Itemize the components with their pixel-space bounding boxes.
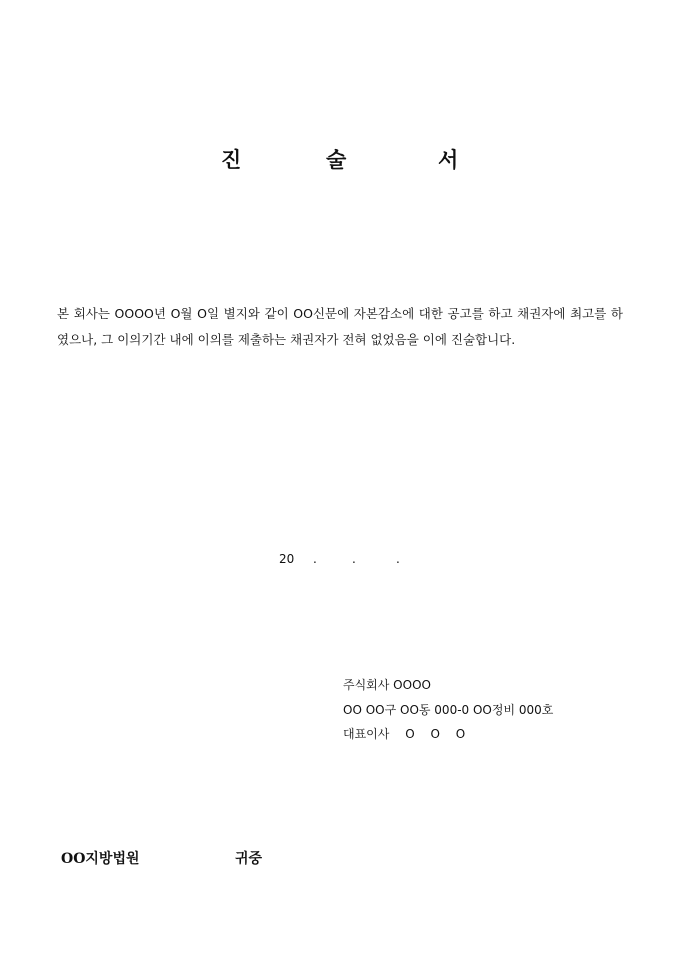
representative-name-mark-3: O — [455, 727, 466, 741]
company-name: 주식회사 OOOO — [343, 678, 431, 692]
date-line — [0, 552, 680, 570]
company-address: OO OO구 OO동 000-0 OO정비 000호 — [343, 702, 554, 717]
title-char-3: 서 — [438, 147, 459, 172]
document-title — [0, 146, 680, 178]
representative-label: 대표이사 — [343, 727, 390, 741]
title-char-2: 술 — [326, 147, 347, 172]
representative-name-mark-2: O — [430, 727, 440, 741]
statement-body: 본 회사는 OOOO년 O월 O일 별지와 같이 OO신문에 자본감소에 대한 공고를 하고 채권자에 최고를 하였으나, 그 이의기간 내에 이의를 제출하는 채권자가 전혀 없었음을 이에 진술합니다. — [57, 306, 623, 347]
representative-name-mark-1: O — [405, 727, 415, 741]
date-separator-2: . — [352, 552, 356, 566]
court-name: OO지방법원 — [61, 851, 140, 867]
date-separator-3: . — [396, 552, 400, 566]
representative-line — [343, 722, 553, 747]
honorific: 귀중 — [235, 851, 263, 867]
addressee-line — [0, 848, 680, 872]
date-year-prefix: 20 — [279, 552, 295, 566]
signature-block — [343, 673, 553, 747]
title-char-1: 진 — [221, 147, 242, 172]
date-separator-1: . — [313, 552, 317, 566]
